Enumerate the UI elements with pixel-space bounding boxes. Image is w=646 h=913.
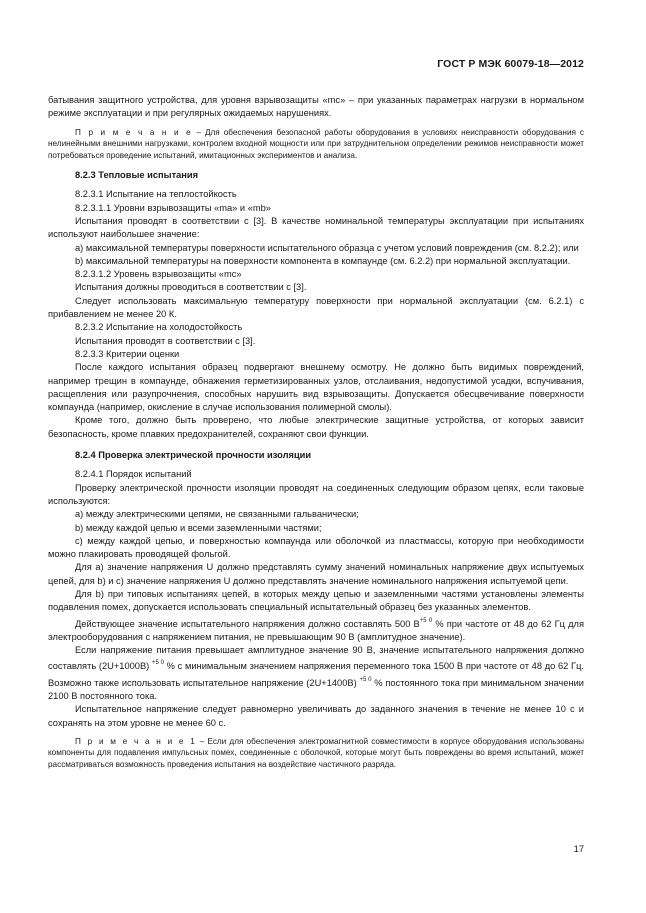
section-heading-824: 8.2.4 Проверка электрической прочности изоляции bbox=[75, 450, 312, 461]
subsection-8232: 8.2.3.2 Испытание на холодостойкость bbox=[75, 322, 243, 333]
subsection-82311: 8.2.3.1.1 Уровни взрывозащиты «ma» и «mb» bbox=[75, 202, 271, 213]
tolerance-superscript: +5 0 bbox=[359, 676, 372, 683]
note-label: П р и м е ч а н и е bbox=[75, 127, 193, 137]
list-item-a: a) между электрическими цепями, не связанными гальванически; bbox=[75, 509, 359, 520]
list-item-a: a) максимальной температуры поверхности испытательного образца с учетом условий повреждения (см. 8.2.2); или bbox=[75, 242, 579, 253]
note-paragraph bbox=[48, 127, 584, 162]
subsection-8233: 8.2.3.3 Критерии оценки bbox=[75, 348, 180, 359]
paragraph: Для a) значение напряжения U должно представлять сумму значений номинальных напряжение двух испытуемых цепей, для b) и c) значение напряжения U должно представлять значение номинального напряжения испытуемой цепи. bbox=[48, 562, 584, 586]
subsection-82312: 8.2.3.1.2 Уровень взрывозащиты «mc» bbox=[75, 269, 242, 280]
note-text: – Для обеспечения безопасной работы оборудования в условиях неисправности оборудования с нелинейными внешними нагрузками, контролем входной мощности или при затруднительном определении режимов неисправности может потребоваться проведение испытаний, имитационных экспериментов и анализа. bbox=[48, 127, 585, 160]
paragraph: Следует использовать максимальную температуру поверхности при нормальной эксплуатации (см. 6.2.1) с прибавлением не менее 20 К. bbox=[48, 295, 584, 320]
subsection-8241: 8.2.4.1 Порядок испытаний bbox=[75, 469, 192, 480]
text-run: % постоянного тока при минимальном значении 2100 В постоянного тока. bbox=[48, 677, 584, 702]
paragraph: Проверку электрической прочности изоляции проводят на соединенных следующим образом цепях, если таковые используются: bbox=[48, 482, 584, 506]
paragraph: Кроме того, должно быть проверено, что любые электрические защитные устройства, от которых зависит безопасность, кроме плавких предохранителей, сохраняют свои функции. bbox=[48, 415, 584, 439]
page-body bbox=[48, 94, 584, 776]
note-paragraph bbox=[48, 736, 584, 771]
paragraph: Испытания проводят в соответствии с [3]. В качестве номинальной температуры эксплуатации при испытаниях используют наибольшее значение: bbox=[48, 215, 584, 240]
paragraph bbox=[48, 615, 584, 645]
paragraph: После каждого испытания образец подвергают внешнему осмотру. Не должно быть видимых повреждений, например трещин в компаунде, обнажения герметизированных узлов, отслаивания, недопустимой усадки, вспучивания, расщепления или разупрочнения, способных нарушить вид взрывозащиты. Допускается обесцвечивание поверхности компаунда (например, окисление в случае использования полимерной смолы). bbox=[48, 362, 584, 413]
tolerance-superscript: +5 0 bbox=[419, 617, 433, 624]
section-heading-823: 8.2.3 Тепловые испытания bbox=[75, 170, 199, 181]
text-run: % с минимальным значением напряжения переменного тока 1500 В при частоте от 48 до 62 Гц. Возможно также использовать испытательное напряжение (2U+1400В) bbox=[48, 661, 584, 688]
tolerance-superscript: +5 0 bbox=[151, 660, 164, 667]
note-text: – Если для обеспечения электромагнитной совместимости в корпусе оборудования использованы компоненты для подавления импульсных помех, соединенные с оболочкой, которые могут быть повреждены во время испытаний, может рассматриваться возможность проведения испытания на воздействие частичного разряда. bbox=[48, 736, 584, 769]
list-item-b: b) максимальной температуры на поверхности компонента в компаунде (см. 6.2.2) при нормальной эксплуатации. bbox=[75, 255, 571, 266]
paragraph: Для b) при типовых испытаниях цепей, в которых между цепью и заземленными частями установлены элементы подавления помех, допускается использовать специальный испытательный образец без указанных элементов. bbox=[48, 589, 584, 613]
text-run: Действующее значение испытательного напряжения должно составлять 500 В bbox=[75, 618, 420, 629]
standard-header: ГОСТ Р МЭК 60079-18—2012 bbox=[437, 58, 584, 70]
page-number: 17 bbox=[573, 844, 584, 854]
paragraph: Испытания должны проводиться в соответствии с [3]. bbox=[75, 282, 307, 293]
note-label: П р и м е ч а н и е 1 bbox=[75, 736, 197, 746]
paragraph-continuation: батывания защитного устройства, для уровня взрывозащиты «mc» – при указанных параметрах нагрузки в нормальном режиме эксплуатации и при регулярных ожидаемых нарушениях. bbox=[48, 95, 584, 119]
paragraph: Испытательное напряжение следует равномерно увеличивать до заданного значения в течение не менее 10 с и сохранять на этом уровне не менее 60 с. bbox=[48, 704, 584, 728]
list-item-c: c) между каждой цепью, и поверхностью компаунда или оболочкой из пластмассы, которую при необходимости можно плакировать проводящей фольгой. bbox=[48, 535, 584, 560]
paragraph: Испытания проводят в соответствии с [3]. bbox=[75, 335, 256, 346]
subsection-8231: 8.2.3.1 Испытание на теплостойкость bbox=[75, 189, 237, 200]
paragraph bbox=[48, 644, 584, 703]
text-run: % при частоте от 48 до 62 Гц для электрооборудования с напряжением питания, не превышающим 90 В (амплитудное значение). bbox=[48, 618, 584, 642]
list-item-b: b) между каждой цепью и всеми заземленными частями; bbox=[75, 522, 322, 533]
text-run: Если напряжение питания превышает амплитудное значение 90 В, значение испытательного напряжения должно составлять (2U+1000В) bbox=[48, 645, 584, 672]
